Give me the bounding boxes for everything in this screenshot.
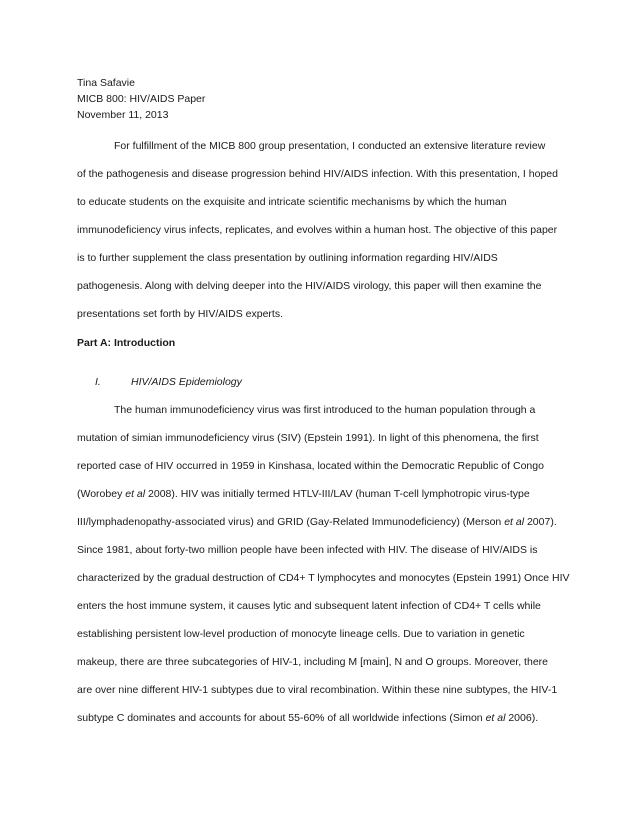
text-line: immunodeficiency virus infects, replicates, and evolves within a human host. The objective of this paper xyxy=(77,224,558,236)
author-name: Tina Safavie xyxy=(77,77,135,89)
text-line: mutation of simian immunodeficiency virus (SIV) (Epstein 1991). In light of this phenomena, the first xyxy=(77,432,539,444)
text-line: makeup, there are three subcategories of HIV-1, including M [main], N and O groups. Moreover, there xyxy=(77,656,548,668)
text-span: (Worobey xyxy=(77,488,126,500)
text-line: For fulfillment of the MICB 800 group presentation, I conducted an extensive literature review xyxy=(114,140,546,152)
document-date: November 11, 2013 xyxy=(77,109,169,121)
text-line: reported case of HIV occurred in 1959 in Kinshasa, located within the Democratic Republic of Congo xyxy=(77,460,544,472)
text-line: to educate students on the exquisite and intricate scientific mechanisms by which the human xyxy=(77,196,507,208)
text-line: are over nine different HIV-1 subtypes due to viral recombination. Within these nine subtypes, the HIV-1 xyxy=(77,684,558,696)
course-title: MICB 800: HIV/AIDS Paper xyxy=(77,93,206,105)
citation-italic: et al xyxy=(485,712,506,724)
text-line: presentations set forth by HIV/AIDS experts. xyxy=(77,308,284,320)
subsection-title: HIV/AIDS Epidemiology xyxy=(131,376,242,388)
text-span: 2006). xyxy=(505,712,539,724)
text-span: subtype C dominates and accounts for about 55-60% of all worldwide infections (Simon xyxy=(77,712,486,724)
text-line: is to further supplement the class presentation by outlining information regarding HIV/AIDS xyxy=(77,252,498,264)
text-line xyxy=(77,515,557,529)
citation-italic: et al xyxy=(504,516,525,528)
citation-italic: et al xyxy=(125,488,146,500)
text-line: establishing persistent low-level production of monocyte lineage cells. Due to variation in genetic xyxy=(77,628,525,640)
text-line: The human immunodeficiency virus was first introduced to the human population through a xyxy=(114,404,536,416)
text-line: enters the host immune system, it causes lytic and subsequent latent infection of CD4+ T cells while xyxy=(77,600,541,612)
text-line xyxy=(77,487,530,501)
text-span: III/lymphadenopathy-associated virus) and GRID (Gay-Related Immunodeficiency) (Merson xyxy=(77,516,505,528)
text-span: 2007). xyxy=(524,516,557,528)
text-line: pathogenesis. Along with delving deeper into the HIV/AIDS virology, this paper will then examine the xyxy=(77,280,542,292)
section-heading: Part A: Introduction xyxy=(77,337,176,349)
document-header xyxy=(77,75,205,123)
subsection-numeral: I. xyxy=(95,376,101,388)
text-span: 2008). HIV was initially termed HTLV-III/LAV (human T-cell lymphotropic virus-type xyxy=(145,488,530,500)
text-line: characterized by the gradual destruction of CD4+ T lymphocytes and monocytes (Epstein 1991) Once HIV xyxy=(77,572,570,584)
text-line: Since 1981, about forty-two million people have been infected with HIV. The disease of HIV/AIDS is xyxy=(77,544,538,556)
text-line: of the pathogenesis and disease progression behind HIV/AIDS infection. With this presentation, I hoped xyxy=(77,168,558,180)
text-line xyxy=(77,711,538,725)
